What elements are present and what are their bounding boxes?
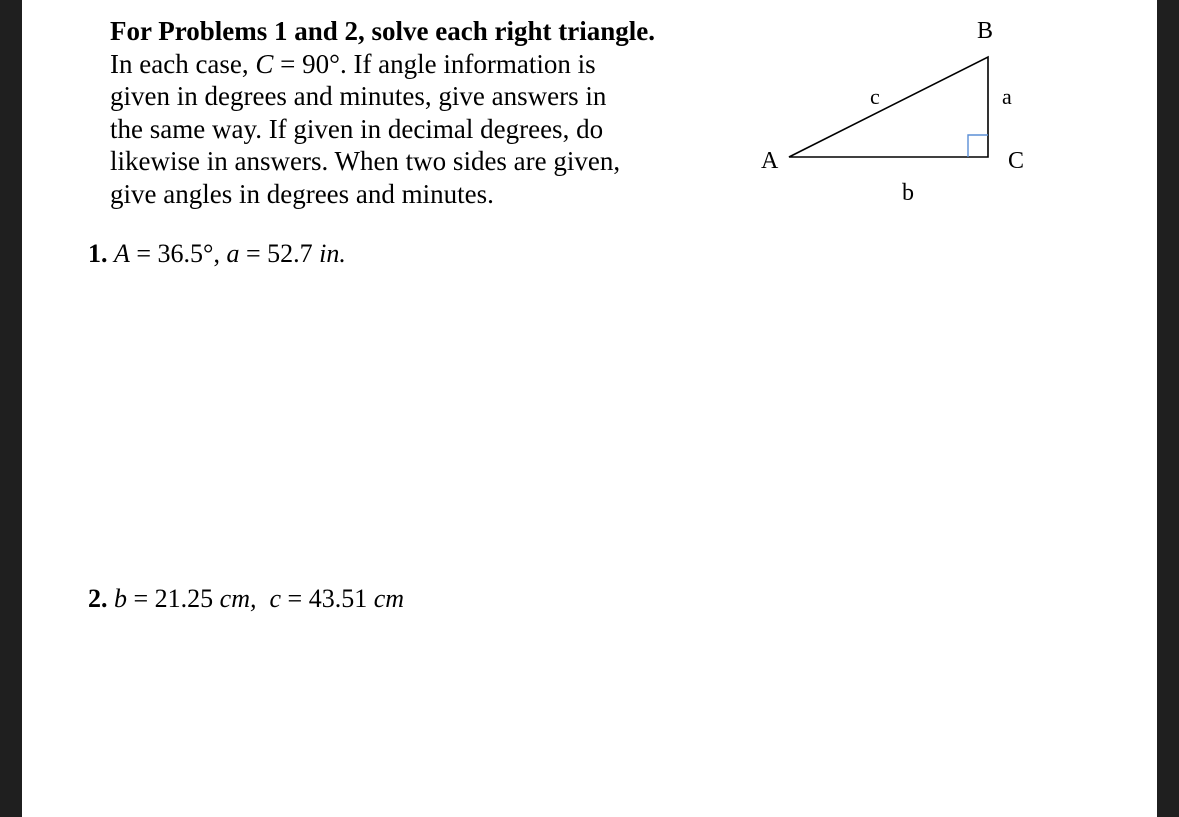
side-label-b: b xyxy=(902,180,914,206)
vertex-label-c: C xyxy=(1008,148,1025,174)
vertex-label-a: A xyxy=(761,148,779,174)
instructions-line-4: the same way. If given in decimal degrees, do xyxy=(110,113,604,144)
problem-2-var2: c xyxy=(269,584,282,613)
vertex-label-b: B xyxy=(977,18,994,44)
problem-2-unit1: cm, xyxy=(219,584,257,613)
problem-2-var1: b xyxy=(114,584,127,613)
problem-1-value1: = 36.5°, xyxy=(129,239,227,268)
problem-1-number: 1. xyxy=(88,239,108,268)
problem-2-unit2: cm xyxy=(373,584,405,613)
angle-c-variable: C xyxy=(255,48,274,79)
side-label-a: a xyxy=(1002,84,1012,109)
instructions-line-5: likewise in answers. When two sides are given, xyxy=(110,146,621,176)
instructions-heading: For Problems 1 and 2, solve each right triangle. xyxy=(110,16,655,46)
problem-2-value2: = 43.51 xyxy=(281,584,374,613)
instructions-line-2-suffix: If angle information is xyxy=(346,48,596,79)
right-angle-marker xyxy=(968,135,988,157)
problem-2-number: 2. xyxy=(88,584,108,613)
problem-1-value2: = 52.7 xyxy=(239,239,320,268)
problem-1-var1: A xyxy=(114,239,130,268)
problem-2 xyxy=(88,584,404,614)
problem-2-value1: = 21.25 xyxy=(127,584,220,613)
instructions-line-6: give angles in degrees and minutes. xyxy=(110,178,494,209)
instructions-line-3: given in degrees and minutes, give answers in xyxy=(110,81,607,111)
angle-c-value: = 90°. xyxy=(273,48,347,79)
side-label-c: c xyxy=(870,84,880,109)
problem-1-unit: in. xyxy=(319,239,346,268)
triangle-shape xyxy=(789,57,988,157)
instructions-line-2-prefix: In each case, xyxy=(110,48,256,79)
document-page xyxy=(22,0,1157,817)
problem-1-var2: a xyxy=(226,239,240,268)
problem-1 xyxy=(88,239,346,269)
